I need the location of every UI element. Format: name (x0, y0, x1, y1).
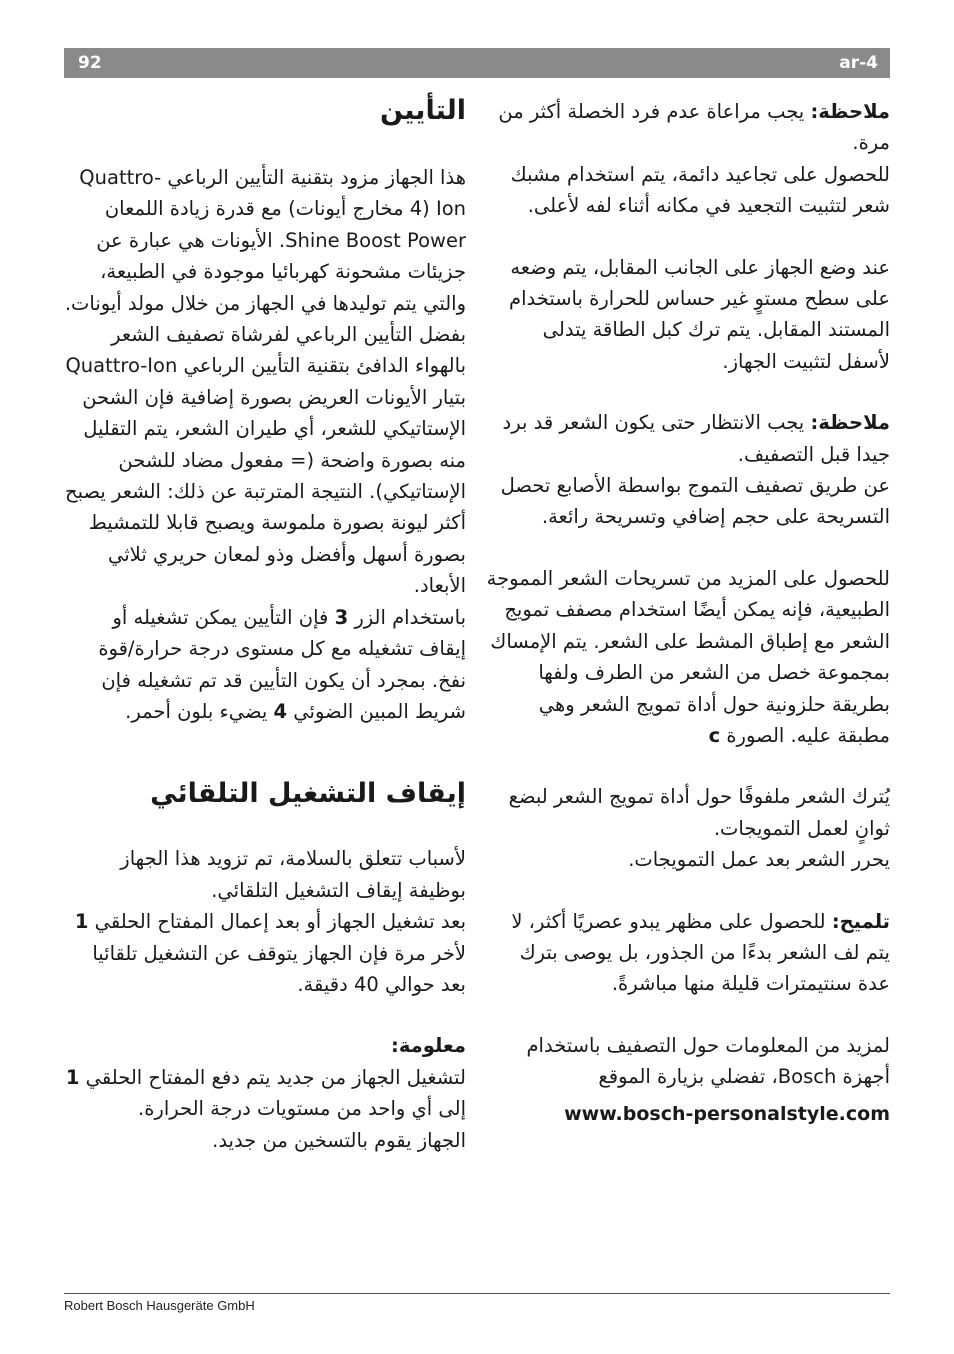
auto-off-heading: إيقاف التشغيل التلقائي (150, 778, 466, 810)
auto-off-paragraph-1: لأسباب تتعلق بالسلامة، تم تزويد هذا الجهاز بوظيفة إيقاف التشغيل التلقائي. (120, 847, 466, 902)
info-switch-number: 1 (65, 1065, 80, 1089)
info-text-b: إلى أي واحد من مستويات درجة الحرارة. (138, 1097, 466, 1121)
note-2-label: ملاحظة: (810, 411, 890, 435)
ionization-paragraph: هذا الجهاز مزود بتقنية التأيين الرباعي Quattro-Ion (4 مخارج أيونات) مع قدرة زيادة اللمعان Shine Boost Power. الأيونات هي عبارة عن جزيئات مشحونة كهربائيا موجودة في الطبيعة، والتي يتم توليدها في الجهاز من خلال مولد أيونات. بفضل التأيين الرباعي لفرشاة تصفيف الشعر بالهواء الدافئ بتقنية التأيين الرباعي Quattro-Ion بتيار الأيونات العريض بصورة إضافية فإن الشحن الإستاتيكي للشعر، أي طيران الشعر، يتم التقليل منه بصورة واضحة (= مفعول مضاد للشحن الإستاتيكي). النتيجة المترتبة عن ذلك: الشعر يصبح أكثر ليونة بصورة ملموسة ويصبح قابلا للتمشيط بصورة أسهل وأفضل وذو لمعان حريري ثلاثي الأبعاد. (64, 166, 466, 598)
right-column (486, 96, 890, 1130)
note-2-extra: عن طريق تصفيف التموج بواسطة الأصابع تحصل التسريحة على حجم إضافي وتسريحة رائعة. (500, 474, 890, 529)
button-number: 3 (334, 605, 349, 629)
footer-divider (64, 1293, 890, 1294)
note-1-text: يجب مراعاة عدم فرد الخصلة أكثر من مرة. (498, 100, 890, 155)
ring-switch-number: 1 (74, 910, 89, 934)
ionization-button-paragraph (64, 602, 466, 728)
note-2 (486, 407, 890, 470)
page-number: 92 (78, 53, 102, 73)
footer-company: Robert Bosch Hausgeräte GmbH (64, 1298, 255, 1313)
more-info-paragraph: لمزيد من المعلومات حول التصفيف باستخدام أجهزة Bosch، تفضلي بزيارة الموقع (526, 1033, 890, 1089)
tip-paragraph (486, 906, 890, 1000)
ionization-heading: التأيين (379, 95, 466, 126)
auto-text-a: بعد تشغيل الجهاز أو بعد إعمال المفتاح الحلقي (88, 910, 466, 934)
left-column (64, 92, 466, 1156)
page-header-bar (64, 48, 890, 78)
note-1-label: ملاحظة: (810, 100, 890, 123)
note-2-text: يجب الانتظار حتى يكون الشعر قد برد جيدا قبل التصفيف. (502, 411, 890, 466)
ion-text-a: باستخدام الزر (348, 605, 466, 629)
curl-release: يحرر الشعر بعد عمل التمويجات. (628, 848, 890, 872)
info-label: معلومة: (391, 1034, 466, 1058)
indicator-number: 4 (273, 699, 288, 723)
ion-text-c: يضيء بلون أحمر. (125, 699, 274, 723)
placement-paragraph: عند وضع الجهاز على الجانب المقابل، يتم وضعه على سطح مستوٍ غير حساس للحرارة باستخدام المستند المقابل. يتم ترك كبل الطاقة يتدلى لأسفل لتثبيت الجهاز. (509, 255, 890, 373)
info-text-a: لتشغيل الجهاز من جديد يتم دفع المفتاح الحلقي (79, 1065, 466, 1089)
auto-off-paragraph-2 (64, 906, 466, 1000)
note-1 (486, 96, 890, 159)
tip-label: تلميح: (831, 909, 890, 933)
info-label-line (64, 1030, 466, 1061)
info-paragraph (64, 1062, 466, 1125)
ion-text-b: فإن التأيين يمكن تشغيله أو إيقاف تشغيله مع كل مستوى درجة حرارة/قوة نفخ. بمجرد أن يكون التأيين قد تم تشغيله فإن شريط المبين الضوئي (98, 605, 466, 723)
curl-paragraph: يُترك الشعر ملفوفًا حول أداة تمويج الشعر لبضع ثوانٍ لعمل التمويجات. (508, 785, 890, 840)
info-reheat: الجهاز يقوم بالتسخين من جديد. (212, 1128, 466, 1152)
waves-paragraph (486, 563, 890, 751)
tip-text: للحصول على مظهر يبدو عصريًا أكثر، لا يتم لف الشعر بدءًا من الجذور، بل يوصى بترك عدة سنتيمترات قليلة منها مباشرةً. (511, 909, 890, 996)
website-link[interactable]: www.bosch-personalstyle.com (564, 1102, 890, 1125)
figure-ref: c (708, 723, 721, 747)
waves-text: للحصول على المزيد من تسريحات الشعر المموجة الطبيعية، فإنه يمكن أيضًا استخدام مصفف تمويج الشعر مع إطباق المشط على الشعر. يتم الإمساك بمجموعة خصل من الشعر من الطرف ولفها بطريقة حلزونية حول أداة تمويج الشعر وهي مطبقة عليه. الصورة (486, 566, 890, 747)
page-code: ar-4 (839, 53, 878, 73)
auto-text-b: لأخر مرة فإن الجهاز يتوقف عن التشغيل تلقائيا بعد حوالي 40 دقيقة. (92, 941, 466, 996)
note-1-extra: للحصول على تجاعيد دائمة، يتم استخدام مشبك شعر لتثبيت التجعيد في مكانه أثناء لفه لأعلى. (510, 162, 890, 218)
